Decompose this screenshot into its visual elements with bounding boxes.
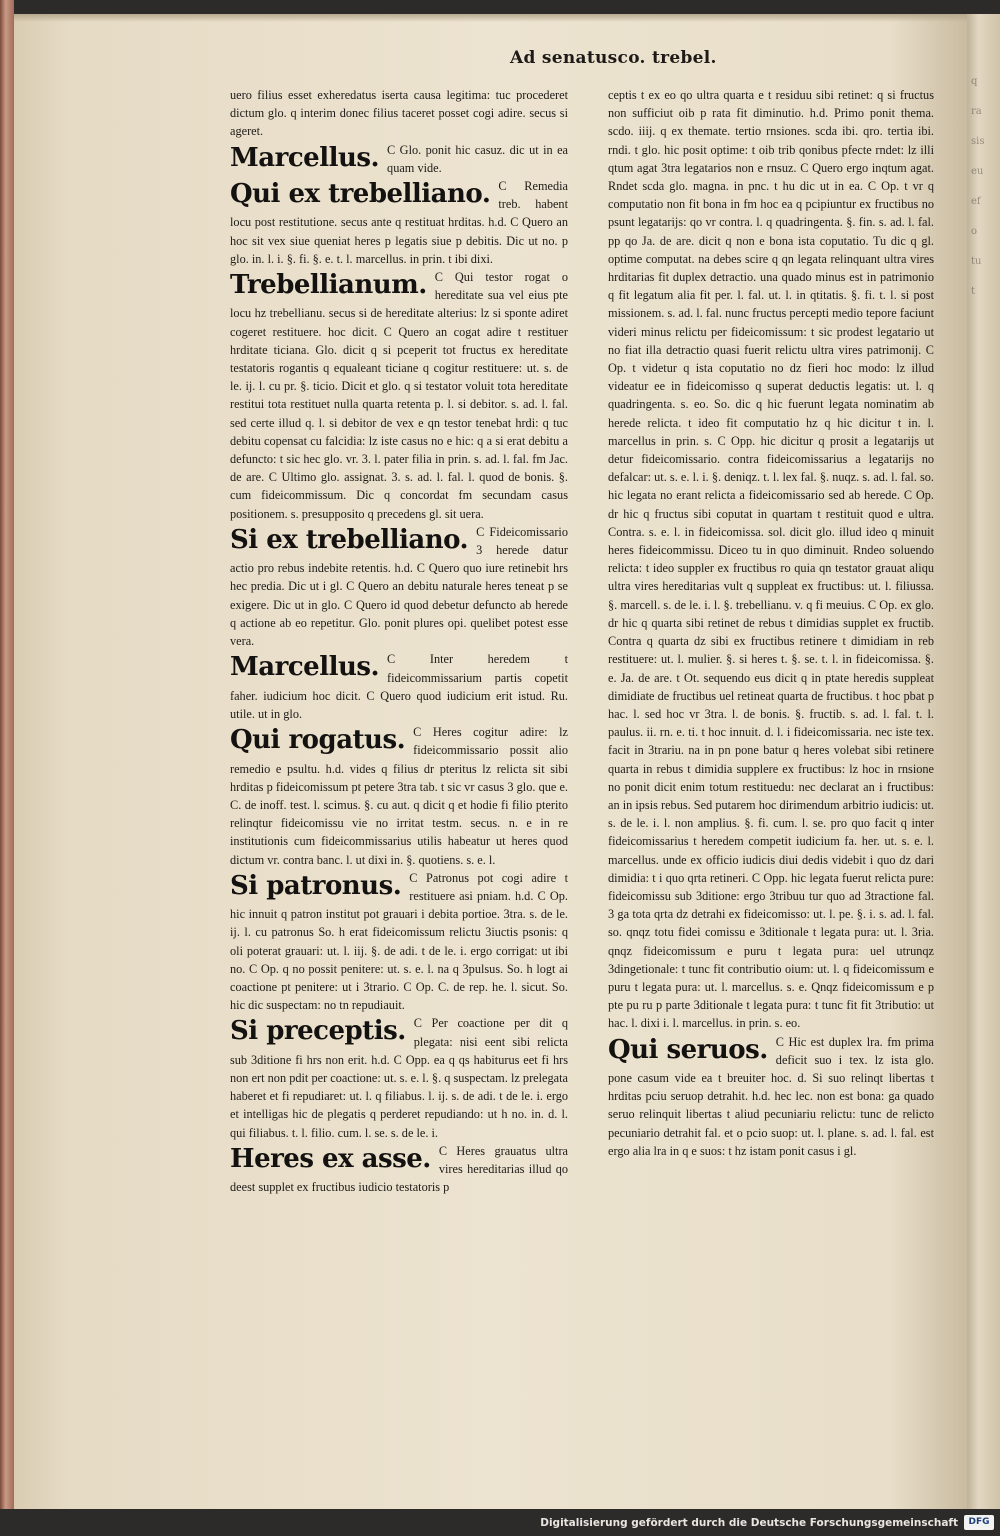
text-entry xyxy=(608,86,934,1033)
facing-page-edge xyxy=(967,14,1000,1509)
text-entry xyxy=(230,1142,568,1197)
gloss-text: C Remedia treb. habent locu post restitutione. secus ante q restituat hrditas. h.d. C Quero an hoc sit vex siue queniat heres p legatis siue p debitis. Dic ut no. p glo. in. l. i. §. fi. §. e. t. l. marcellus. in prin. t ibi dixi. xyxy=(230,179,568,266)
text-entry xyxy=(230,177,568,268)
dfg-logo-icon: DFG xyxy=(964,1515,994,1530)
book-edge-left xyxy=(0,0,14,1536)
gloss-text: C Heres cogitur adire: lz fideicommissario possit alio remedio e psultu. h.d. vides q filius dr pteritus lz relicta sit sibi hrditas p fideicomissum pt petere 3tra tab. t sic vr casus 3 glo. que e. C. de inoff. test. l. scimus. §. cu aut. q dicit q et hodie fi filio pterito relinqtur fideicomissu vie no irritat testm. secus. n. e in re institutionis cum fideicommissarius utilis habeatur ut heres quod dictum vr. contra banc. l. ut dixi in. §. quotiens. s. e. l. xyxy=(230,725,568,867)
gloss-text: C Inter heredem t fideicommissarium partis copetit faher. iudicium hoc dicit. C Quero quod iudicium erit istud. Ru. utile. ut in glo. xyxy=(230,652,568,721)
gloss-text: ceptis t ex eo qo ultra quarta e t residuu sibi retinet: q si fructus non sufficiut oib p rata fit diminutio. h.d. Primo ponit thema. scdo. iiij. q ex themate. tertio rnsiones. scda ibi. qro. tertia ibi. rndi. t glo. hic posit optime: t oib trib qonibus pfecte rndet: lz illi qtum agat 3tra legatarios non e rnsuz. C Quero ergo inqtum agat. Rndet scda glo. magna. in pnc. t hu dic ut in ea. C Op. t vr q computatio non fit bona in fm hoc ea q pcipiuntur ex fructibus no psunt legatarijs: qo vr contra. l. q quadringenta. §. fin. s. ad. l. fal. pp qo Ja. de are. dicit q non e bona ista coputatio. Tu dic q gl. optime computat. na debes scire q qn legata relinquant ultra vires hrditarias fit duplex detractio. una quado minus est in patrimonio q fit legatum alia fit per. l. fal. ut. l. in qtitatis. §. fi. t. l. si post missionem. s. ad. l. fal. nunc fructus percepti medio tepore faciunt videri minus relictu per fideicomissum: t sic prodest legatario ut no fiat illa detractio quasi fuerit relictu ultra vires patrimonij. C Op. t videtur q ista coputatio no dz fieri hoc modo: lz illud videatur ee in fideicomisso q superat deductis legatis: ut. l. q quadringenta. s. eo. So. dic q hic fuerunt legata nominatim ab herede relicta. t ideo fit computatio hz q hic dicitur t in. l. marcellus in prin. s. C Opp. hic dicitur q prosit a legatarijs ut detur fideicomissario. contra fideicomissarius a legatarijs no defalcar: ut. s. e. l. i. §. deniqz. t. l. lex fal. §. nuqz. s. ad. l. fal. so. hic legata no erant relicta a fideicomissario sed ab herede. C Op. dr hic q fructus sibi coputat in quartam t restituit quod e ultra. Contra. s. e. l. in fideicomissa. sol. dicit glo. illud ideo q minuit heres fideicommissu. Diceo tu in quo diminuit. Rndeo soluendo relicta: t ideo suppler ex fructibus ro quia qn testator grauat aliqu ultra vires hereditarias vult q suppleat ex fructibus: ut. l. filiussa. §. marcell. s. de le. i. l. §. trebellianu. v. q fi meuius. C Op. ex glo. dr hic q quarta sibi retinet de rebus t dimidias supplet ex fructib. Contra q quarta dz sibi ex fructibus retinere t dimidiam in reb restituere: ut. l. mulier. §. si heres t. §. se. t. l. in fideicomissa. §. e. Ja. de are. t Ot. sequendo eus dicit q in ptate heredis suppleat dimidiate de fructibus uel retineat quarta de fructibus. t hoc pbat p hac. l. sed hoc vr 3tra. l. de bonis. §. fructib. s. ad. l. fal. t. l. paulus. ii. rn. e. ti. t hoc innuit. d. l. i fideicomissaria. nec iste tex. facit in 3trariu. na in pn pone batur q heres volebat sibi retinere quarta in rebus t dimidia supplere ex fructibus: lz hoc in rnsione no ponit dicit enim totum restituedu: nec declarat an i fructibus: an in ipsis rebus. Sed putarem hoc dirimendum arbitrio iudicis: ut. s. de le. i. l. non amplius. §. fi. cum. l. se. pro quo facit q inter fideicomissarius t heredem competit iudicium fa. her. ut. s. e. l. marcellus. unde ex officio iudicis diui dedis videbit i quo dz dari dimidia: t i quo qrta retineri. C Opp. hic legata fuerut relicta pure: fideicomissu sub 3ditione: ergo 3tribuu tur quo ad 3tractione fal. 3 ga tota qrta dz detrahi ex fideicomisso: ut. l. pe. §. i. s. ad. l. fal. so. qnqz totu fidei comissu e 3ditionale t legata pura: ut. l. 3ria. qnqz fideicomissum e puru t legata pura: uel utrunqz 3dingetionale: t tunc fit contributio oium: ut. l. q fideicomissum e puru t legata pura: ut. l. marcellus. s. e. Qnqz fideicomissum e p pte pu ru p parte 3ditionale t legata pura: t tunc fit fit 3tributio: ut hac. l. dixi i. l. marcellus. in prin. s. eo. xyxy=(608,88,934,1031)
lemma-heading: Heres ex asse. xyxy=(230,1143,431,1174)
gloss-text: C Qui testor rogat o hereditate sua vel eius pte locu hz trebellianu. secus si de hereditate alterius: lz si sponte adiret cogeret restituere. hoc dicit. C Quero an cogat adire t restituer hrditate ticiana. Glo. dicit q si pceperit tot fructus ex hereditate testatoris rogantis q equaleant ticiane q cogitur restituere: ut. s. de le. ij. l. cu pr. §. ticio. Dicit et glo. q si testator voluit tota hereditate restitui tota restituet nulla quarta retenta p. l. si debitor. s. ad. l. fal. sed certe illud q. l. si debitor de vex e qn testor tenebat hrdi: q tuc debitu copensat cu falcidia: lz iste casus no e hic: q a si erat debitu a defuncto: t sic hec glo. vr. 3. l. pater filia in prin. s. ad. l. fal. fm Jac. de are. C Ultimo glo. assignat. 3. s. ad. l. fal. l. quod de bonis. §. cum fideicommissum. Dic q concordat fm secundam casus positionem. s. presupposito q precedens gl. sit uera. xyxy=(230,270,568,521)
gloss-text: C Hic est duplex lra. fm prima deficit suo i tex. lz ista glo. pone casum vide ea t breuiter hoc. d. Si suo relinqt libertas t hrditas pciu seruop detrahit. h.d. hec lec. non est bona: ga quado seruo relinquit libertas t aliud pecuniariu relictu: tunc de relicto pecuniario detrahit fal. et o pcio suop: ut. l. plane. s. ad. l. fal. est ergo alia lra in q e suos: t hz istam ponit casus i gl. xyxy=(608,1034,934,1158)
text-entry xyxy=(230,523,568,650)
text-entry xyxy=(230,723,568,869)
right-column xyxy=(608,86,934,1160)
page-shadow xyxy=(14,14,967,22)
lemma-heading: Qui ex trebelliano. xyxy=(230,179,491,210)
left-column xyxy=(230,86,568,1196)
footer-credit: Digitalisierung gefördert durch die Deutsche Forschungsgemeinschaft xyxy=(540,1517,958,1529)
gloss-text: uero filius esset exheredatus iserta causa legitima: tuc procederet dictum glo. q interim donec filius taceret posset cogi adire. secus si ageret. xyxy=(230,88,568,139)
gloss-text: C Per coactione per dit q plegata: nisi eent sibi relicta sub 3ditione fi hrs non erit. h.d. C Opp. ea q qs habiturus eet fi hrs non ert non pdit per coactione: ut. s. e. l. §. q suspectam. lz prelegata haberet et fi repudiaret: ut. l. q filiabus. l. ij. s. de adi. t de le. i. ergo et intelligas hic de plegatis q perderet repudiando: ut h no. in. d. l. qui filiabus. t. l. filio. cum. l. se. s. de le. i. xyxy=(230,1016,568,1140)
lemma-heading: Si ex trebelliano. xyxy=(230,524,469,555)
gloss-text: C Fideicomissario 3 herede datur actio pro rebus indebite retentis. h.d. C Quero quo iure retinebit hrs hec predia. Dic ut i gl. C Quero an debitu naturale heres teneat p se exigere. Dic ut in glo. C Quero id quod debetur defuncto ab herede q actione ab eo repetitur. Glo. ponit plures opi. quelibet potest esse vera. xyxy=(230,524,568,649)
facing-page-bleed-text: q ra sis eu ef o tu t xyxy=(971,76,985,297)
running-header: Ad senatusco. trebel. xyxy=(510,48,717,68)
footer-bar xyxy=(0,1509,1000,1536)
lemma-heading: Si patronus. xyxy=(230,870,402,901)
lemma-heading: Qui seruos. xyxy=(608,1034,768,1065)
text-entry xyxy=(230,86,568,141)
gloss-text: C Patronus pot cogi adire t restituere asi pniam. h.d. C Op. hic innuit q patron institut pot grauari i debita portioe. 3tra. s. de le. ij. l. cu patronus So. h erat fideicomissum relictu 3iuctis psonis: q oli poterat grauari: ut. l. iij. §. de adi. t de le. i. ergo corrigat: ut ibi no. C Op. q no possit penitere: ut. s. e. l. na q 3pulsus. So. h logt ai coactione pt penitere: ut i 3trario. C Op. C. de rep. he. l. sicut. So. hic dic suspectam: no tn repudiauit. xyxy=(230,870,568,1013)
lemma-heading: Qui rogatus. xyxy=(230,725,406,756)
text-entry xyxy=(230,869,568,1015)
text-entry xyxy=(608,1033,934,1160)
text-entry xyxy=(230,141,568,177)
lemma-heading: Marcellus. xyxy=(230,142,380,173)
gloss-text: C Heres grauatus ultra vires hereditarias illud qo deest supplet ex fructibus iudicio testatoris p xyxy=(230,1143,568,1195)
gloss-text: C Glo. ponit hic casuz. dic ut in ea quam vide. xyxy=(387,142,568,175)
text-entry xyxy=(230,1014,568,1141)
lemma-heading: Si preceptis. xyxy=(230,1016,406,1047)
lemma-heading: Marcellus. xyxy=(230,652,380,683)
lemma-heading: Trebellianum. xyxy=(230,270,427,301)
text-entry xyxy=(230,650,568,723)
text-entry xyxy=(230,268,568,523)
